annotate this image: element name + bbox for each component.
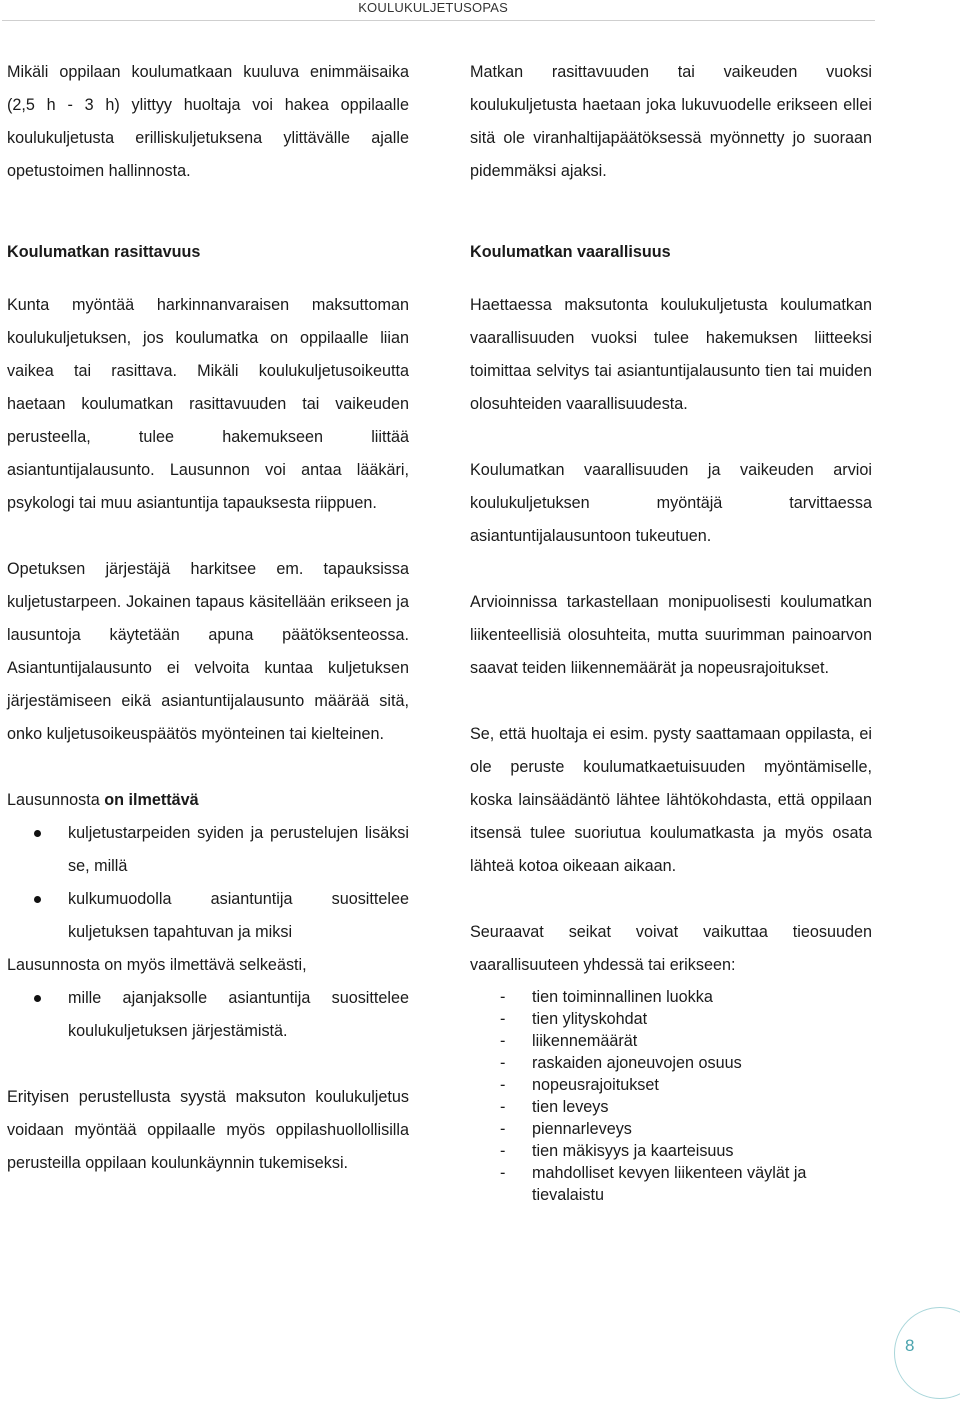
dash-marker: - xyxy=(500,1142,506,1160)
list-item xyxy=(470,986,872,1008)
list-item-text: tien leveys xyxy=(532,1098,609,1116)
vaarallisuus-paragraph-5: Seuraavat seikat voivat vaikuttaa tieosuuden vaarallisuuteen yhdessä tai erikseen: xyxy=(470,923,872,974)
list-item-text: tien ylityskohdat xyxy=(532,1010,648,1028)
rasittavuus-paragraph-1: Kunta myöntää harkinnanvaraisen maksuttoman koulukuljetuksen, jos koulumatka on oppilaalle liian vaikea tai rasittava. Mikäli koulukuljetusoikeutta haetaan koulumatkan rasittavuuden tai vaikeuden perusteella, tulee hakemukseen liittää asiantuntijalausunto. Lausunnon voi antaa lääkäri, psykologi tai muu asiantuntija tapauksesta riippuen. xyxy=(7,296,409,512)
list-item-text: mahdolliset kevyen liikenteen väylät ja tievalaistu xyxy=(532,1164,807,1204)
dash-marker: - xyxy=(500,1098,506,1116)
right-intro-paragraph: Matkan rasittavuuden tai vaikeuden vuoksi koulukuljetusta haetaan joka lukuvuodelle erikseen ellei sitä ole viranhaltijapäätöksessä myönnetty jo suoraan pidemmäksi ajaksi. xyxy=(470,63,872,180)
list-item xyxy=(470,1074,872,1096)
list-item xyxy=(470,1162,872,1206)
lausunto-requirement-line xyxy=(7,784,409,817)
lausunto-bullet-list-2 xyxy=(7,982,409,1048)
list-item-text: piennarleveys xyxy=(532,1120,632,1138)
vaarallisuus-paragraph-1: Haettaessa maksutonta koulukuljetusta koulumatkan vaarallisuuden vuoksi tulee hakemuksen liitteeksi toimittaa selvitys tai asiantuntijalausunto tien tai muiden olosuhteiden vaarallisuudesta. xyxy=(470,296,872,413)
dash-marker: - xyxy=(500,1120,506,1138)
bullet-icon xyxy=(34,896,41,903)
list-item xyxy=(7,817,409,883)
dash-marker: - xyxy=(500,988,506,1006)
page-header xyxy=(0,0,960,22)
right-column xyxy=(470,56,872,1206)
list-item-text: liikennemäärät xyxy=(532,1032,638,1050)
list-item xyxy=(470,1008,872,1030)
bullet-icon xyxy=(34,995,41,1002)
lausunto-prefix: Lausunnosta xyxy=(7,791,105,809)
left-column xyxy=(7,56,409,1180)
list-item-text: nopeusrajoitukset xyxy=(532,1076,659,1094)
dash-marker: - xyxy=(500,1164,506,1182)
list-item-text: raskaiden ajoneuvojen osuus xyxy=(532,1054,742,1072)
bullet-icon xyxy=(34,830,41,837)
factor-list xyxy=(470,986,872,1206)
list-item xyxy=(470,1118,872,1140)
vaarallisuus-paragraph-2: Koulumatkan vaarallisuuden ja vaikeuden arvioi koulukuljetuksen myöntäjä tarvittaessa asiantuntijalausuntoon tukeutuen. xyxy=(470,461,872,545)
dash-marker: - xyxy=(500,1032,506,1050)
lausunto-also-line: Lausunnosta on myös ilmettävä selkeästi, xyxy=(7,956,307,974)
page-number: 8 xyxy=(905,1336,915,1355)
header-title: KOULUKULJETUSOPAS xyxy=(358,0,508,15)
vaarallisuus-paragraph-4: Se, että huoltaja ei esim. pysty saattamaan oppilasta, ei ole peruste koulumatkaetuisuuden myöntämiselle, koska lainsäädäntö lähtee lähtökohdasta, että oppilaan itsensä tulee suoriutua koulumatkasta ja myös osata lähteä kotoa oikeaan aikaan. xyxy=(470,725,872,875)
list-item xyxy=(470,1052,872,1074)
list-item-text: tien mäkisyys ja kaarteisuus xyxy=(532,1142,734,1160)
erityinen-peruste-paragraph: Erityisen perustellusta syystä maksuton koulukuljetus voidaan myöntää oppilaalle myös oppilashuollollisilla perusteilla oppilaan koulunkäynnin tukemiseksi. xyxy=(7,1088,409,1172)
vaarallisuus-paragraph-3: Arvioinnissa tarkastellaan monipuolisesti koulumatkan liikenteellisiä olosuhteita, mutta suurimman painoarvon saavat teiden liikennemäärät ja nopeusrajoitukset. xyxy=(470,593,872,677)
rasittavuus-paragraph-2: Opetuksen järjestäjä harkitsee em. tapauksissa kuljetustarpeen. Jokainen tapaus käsitellään erikseen ja lausuntoja käytetään apuna päätöksenteossa. Asiantuntijalausunto ei velvoita kuntaa kuljetuksen järjestämiseen eikä asiantuntijalausunto määrää sitä, onko kuljetusoikeuspäätös myönteinen tai kielteinen. xyxy=(7,560,409,743)
dash-marker: - xyxy=(500,1076,506,1094)
list-item-text: mille ajanjaksolle asiantuntija suosittelee koulukuljetuksen järjestämistä. xyxy=(68,989,409,1040)
heading-vaarallisuus: Koulumatkan vaarallisuus xyxy=(470,243,671,261)
list-item xyxy=(7,982,409,1048)
list-item xyxy=(470,1096,872,1118)
list-item-text: kuljetustarpeiden syiden ja perustelujen lisäksi se, millä xyxy=(68,824,409,875)
page-number-circle xyxy=(894,1307,960,1399)
list-item xyxy=(470,1030,872,1052)
dash-marker: - xyxy=(500,1054,506,1072)
lausunto-bullet-list-1 xyxy=(7,817,409,949)
heading-rasittavuus: Koulumatkan rasittavuus xyxy=(7,243,201,261)
list-item xyxy=(470,1140,872,1162)
list-item-text: kulkumuodolla asiantuntija suosittelee kuljetuksen tapahtuvan ja miksi xyxy=(68,890,409,941)
list-item xyxy=(7,883,409,949)
left-intro-paragraph: Mikäli oppilaan koulumatkaan kuuluva enimmäisaika (2,5 h - 3 h) ylittyy huoltaja voi hakea oppilaalle koulukuljetusta erilliskuljetuksena ylittävälle ajalle opetustoimen hallinnosta. xyxy=(7,63,409,180)
dash-marker: - xyxy=(500,1010,506,1028)
list-item-text: tien toiminnallinen luokka xyxy=(532,988,713,1006)
header-divider xyxy=(2,20,875,21)
lausunto-emphasis: on ilmettävä xyxy=(104,791,199,809)
